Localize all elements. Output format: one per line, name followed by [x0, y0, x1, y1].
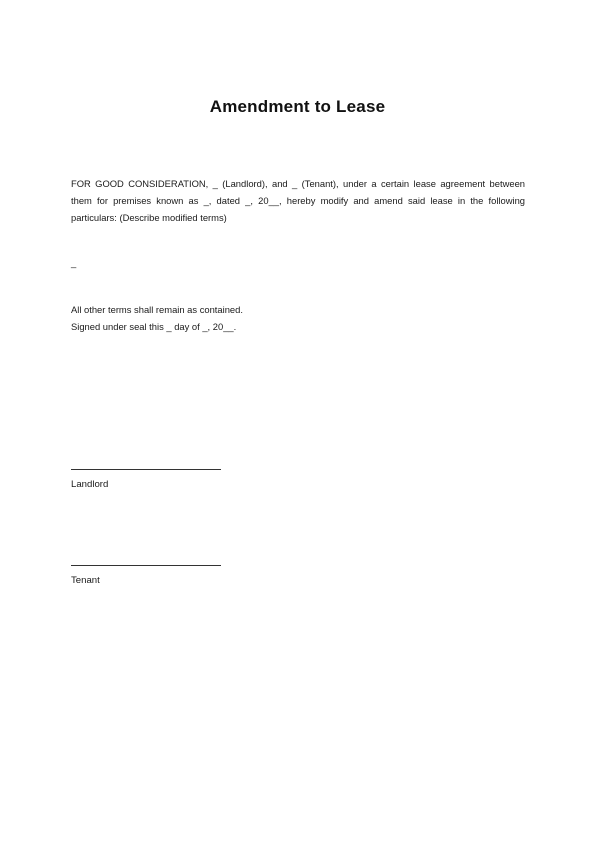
- modified-terms-placeholder: _: [71, 257, 77, 268]
- tenant-signature-line: [71, 565, 221, 566]
- document-title: Amendment to Lease: [209, 97, 386, 116]
- landlord-signature-block: [71, 469, 271, 491]
- other-terms-statement: All other terms shall remain as contained.: [71, 304, 243, 315]
- landlord-signature-label: Landlord: [71, 479, 109, 490]
- landlord-signature-line: [71, 469, 221, 470]
- tenant-signature-label: Tenant: [71, 575, 100, 586]
- signed-under-seal-statement: Signed under seal this _ day of _, 20__.: [71, 321, 237, 332]
- consideration-paragraph: FOR GOOD CONSIDERATION, _ (Landlord), and _ (Tenant), under a certain lease agreement between them for premises known as _, dated _, 20__, hereby modify and amend said lease in the following particulars: (Describe modified terms): [71, 178, 525, 223]
- tenant-signature-block: [71, 565, 271, 587]
